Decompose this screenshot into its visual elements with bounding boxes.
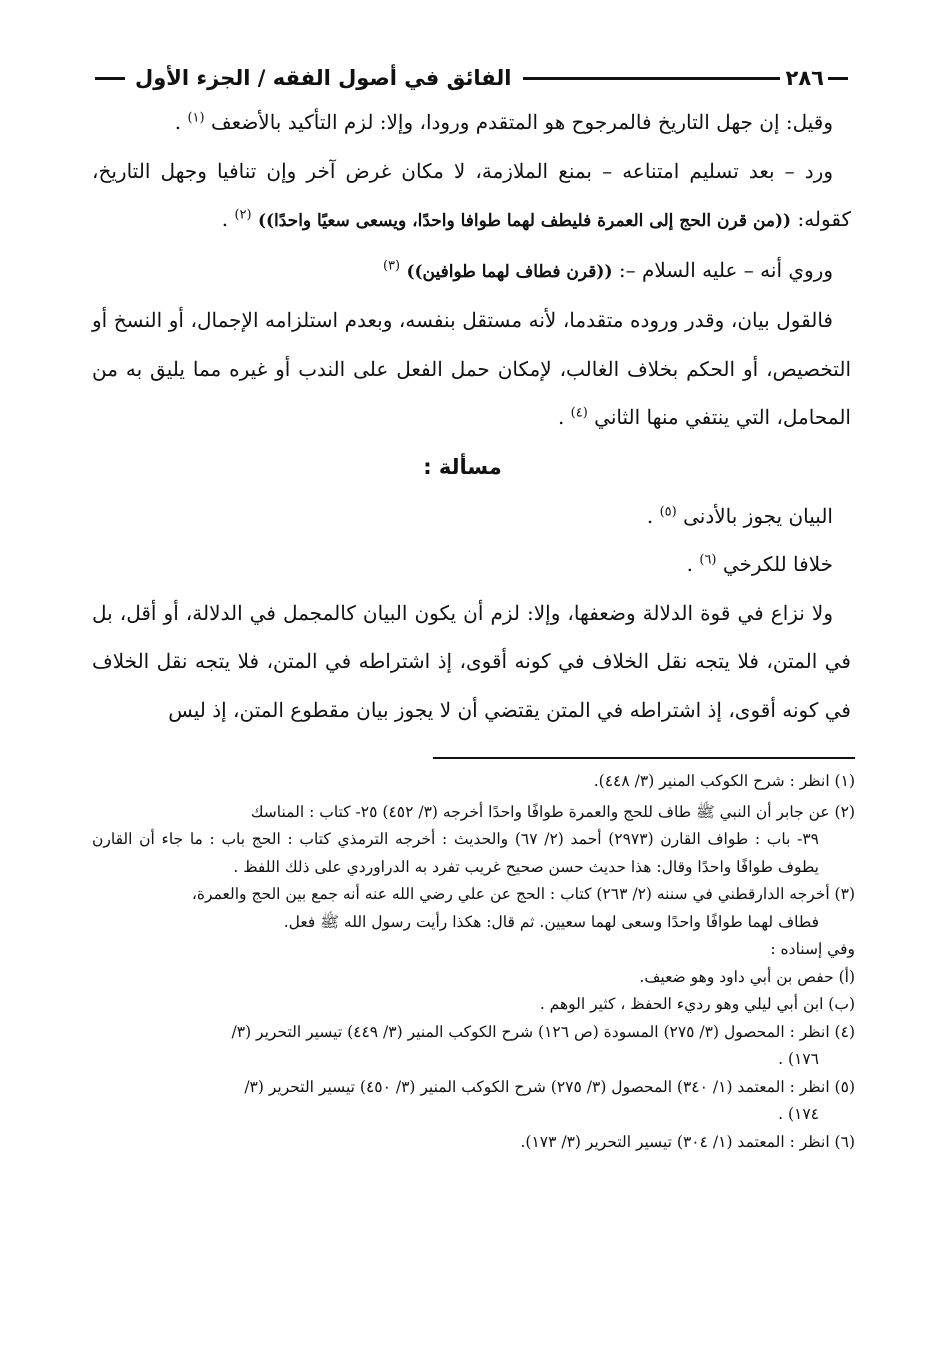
header-rule-middle	[523, 77, 779, 80]
footnote-4: (٤) انظر : المحصول (٣/ ٢٧٥) المسودة (ص ١٢٦) شرح الكوكب المنير (٣/ ٤٤٩) تيسير التحرير (٣/	[231, 1022, 855, 1041]
hadith-quote-1: ((من قرن الحج إلى العمرة فليطف لهما طوافا واحدًا، ويسعى سعيًا واحدًا))	[257, 211, 792, 231]
paragraph-6-end: .	[686, 552, 693, 576]
paragraph-6	[92, 540, 851, 589]
hadith-quote-2: ((قرن فطاف لهما طوافين))	[406, 261, 613, 282]
paragraph-2-text: ورد – بعد تسليم امتناعه – بمنع الملازمة، لا مكان غرض آخر وإن تنافيا وجهل التاريخ، كقوله:	[92, 158, 851, 231]
footnote-2-continued: ٣٩- باب : طواف القارن (٢٩٧٣) أحمد (٢/ ٦٧) والحديث : أخرجه الترمذي كتاب : الحج باب : ما جاء أن القارن يطوف طوافًا واحدًا وقال: هذا حديث حسن صحيح غريب تفرد به الدراوردي على ذلك اللفظ .	[92, 830, 819, 876]
paragraph-5	[92, 492, 851, 541]
footnote-6: (٦) انظر : المعتمد (١/ ٣٠٤) تيسير التحرير (٣/ ١٧٣).	[520, 1132, 855, 1151]
footnote-ref-5: (٥)	[659, 503, 677, 519]
footnote-1: (١) انظر : شرح الكوكب المنير (٣/ ٤٤٨).	[593, 772, 855, 790]
page-number: ٢٨٦	[785, 66, 824, 90]
footnote-ref-4: (٤)	[570, 405, 588, 421]
footnotes	[92, 768, 855, 1156]
footnote-ref-1: (١)	[187, 110, 205, 126]
paragraph-6-text: خلافا للكرخي	[722, 552, 833, 576]
paragraph-4	[92, 296, 851, 442]
footnote-5-continued: ١٧٤) .	[778, 1105, 819, 1123]
footnote-3-item-b: (ب) ابن أبي ليلي وهو رديء الحفظ ، كثير الوهم .	[539, 995, 855, 1013]
paragraph-4-end: .	[557, 405, 565, 429]
footnote-5: (٥) انظر : المعتمد (١/ ٣٤٠) المحصول (٣/ ٢٧٥) شرح الكوكب المنير (٣/ ٤٥٠) تيسير التحرير (٣/	[244, 1077, 855, 1096]
paragraph-5-text: البيان يجوز بالأدنى	[683, 503, 833, 528]
main-text	[92, 98, 851, 734]
paragraph-3	[92, 246, 851, 297]
footnote-separator	[433, 757, 855, 759]
footnote-3-item-a: (أ) حفص بن أبي داود وهو ضعيف.	[639, 967, 855, 986]
paragraph-2	[92, 147, 851, 246]
book-title: الفائق في أصول الفقه / الجزء الأول	[135, 66, 512, 90]
paragraph-3-text: وروي أنه – عليه السلام –:	[618, 257, 833, 282]
footnote-3-isnad: وفي إسناده :	[770, 940, 855, 958]
footnote-4-continued: ١٧٦) .	[778, 1050, 819, 1068]
footnote-2: (٢) عن جابر أن النبي ﷺ طاف للحج والعمرة طوافًا واحدًا أخرجه (٣/ ٤٥٢) ٢٥- كتاب : المناسك	[250, 802, 855, 821]
section-heading: مسألة :	[423, 454, 502, 479]
header-rule-left	[95, 77, 125, 80]
paragraph-7	[92, 589, 851, 735]
paragraph-1	[92, 98, 851, 147]
header-rule-right	[828, 77, 848, 80]
paragraph-5-end: .	[646, 503, 654, 528]
footnote-3-continued: فطاف لهما طوافًا واحدًا وسعى لهما سعيين. ثم قال: هكذا رأيت رسول الله ﷺ فعل.	[283, 912, 819, 931]
paragraph-2-end: .	[221, 207, 229, 231]
paragraph-4-text: فالقول بيان، وقدر وروده متقدما، لأنه مستقل بنفسه، وبعدم استلزامه الإجمال، أو النسخ أو التخصيص، أو الحكم بخلاف الغالب، لإمكان حمل الفعل على الندب أو غيره مما يليق به من المحامل، التي ينتفي منها الثاني	[92, 308, 851, 429]
footnote-ref-2: (٢)	[234, 207, 252, 223]
footnote-ref-6: (٦)	[699, 552, 717, 568]
footnote-3: (٣) أخرجه الدارقطني في سننه (٢/ ٢٦٣) كتاب : الحج عن علي رضي الله عنه أنه جمع بين الحج والعمرة،	[191, 885, 855, 903]
footnote-ref-3: (٣)	[382, 257, 401, 273]
paragraph-1-end: .	[174, 110, 182, 134]
paragraph-7-text: ولا نزاع في قوة الدلالة وضعفها، وإلا: لزم أن يكون البيان كالمجمل في الدلالة، أو أقل، بل في المتن، فلا يتجه نقل الخلاف في كونه أقوى، إذ اشتراطه في المتن، فلا يتجه نقل الخلاف في كونه أقوى، إذ اشتراطه في المتن يقتضي أن لا يجوز بيان مقطوع المتن، إذ ليس	[92, 600, 851, 722]
running-header	[95, 58, 848, 98]
paragraph-1-text: وقيل: إن جهل التاريخ فالمرجوح هو المتقدم ورودا، وإلا: لزم التأكيد بالأضعف	[210, 110, 833, 134]
